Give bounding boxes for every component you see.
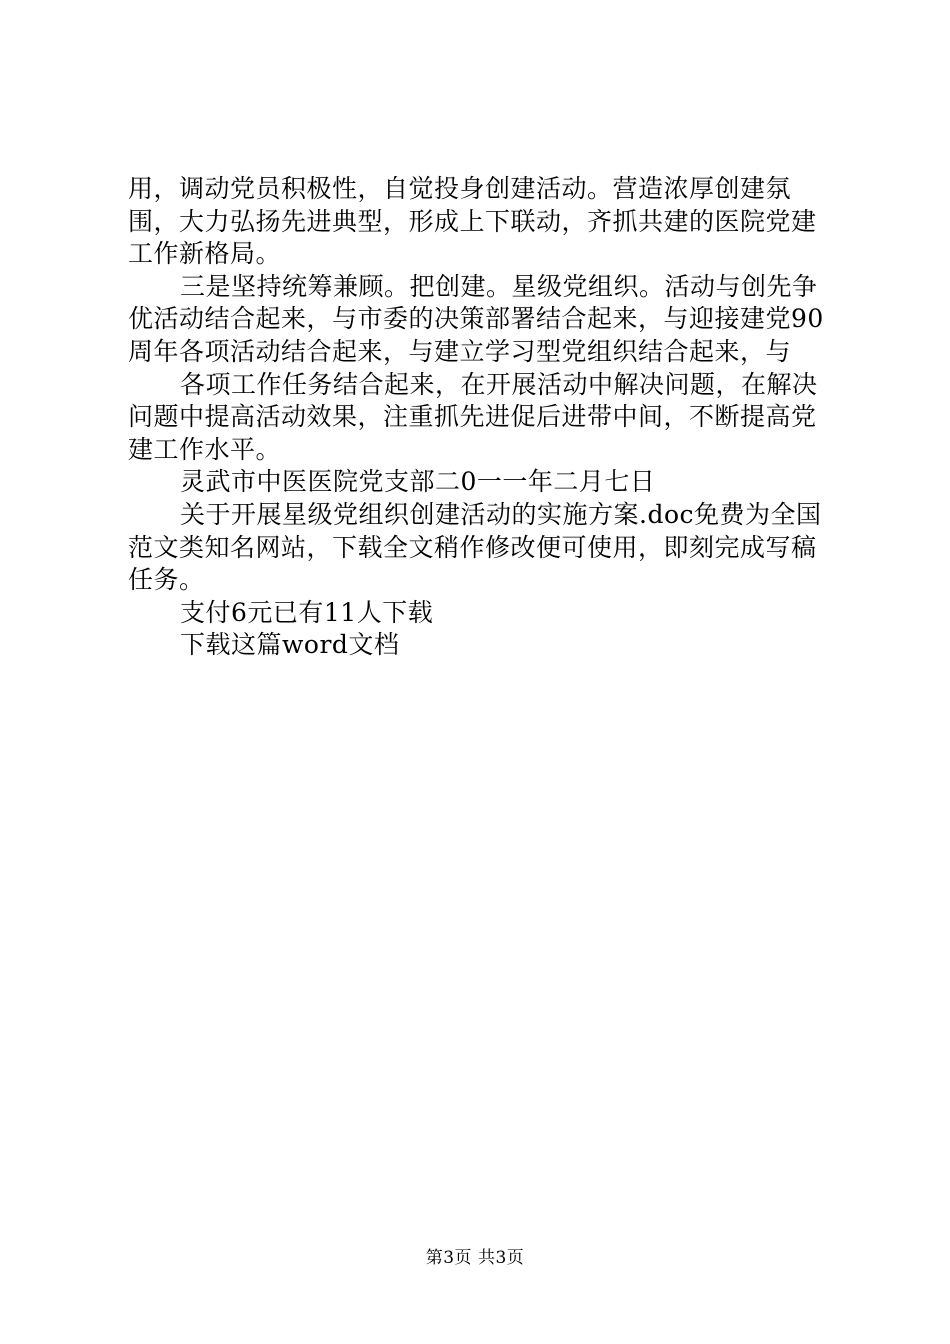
paragraph-continuation: 用，调动党员积极性，自觉投身创建活动。营造浓厚创建氛围，大力弘扬先进典型，形成上下联动，齐抓共建的医院党建工作新格局。 <box>128 174 817 269</box>
page-number-footer: 第3页 共3页 <box>425 1248 525 1268</box>
signature-date-line: 灵武市中医医院党支部二0一一年二月七日 <box>180 467 656 497</box>
paragraph-principle-three: 三是坚持统筹兼顾。把创建。星级党组织。活动与创先争优活动结合起来，与市委的决策部署结合起来，与迎接建党90周年各项活动结合起来，与建立学习型党组织结合起来，与 <box>128 271 824 366</box>
document-body <box>128 173 828 662</box>
download-count-text: 支付6元已有11人下载 <box>180 597 434 627</box>
download-word-link[interactable]: 下载这篇word文档 <box>180 630 400 660</box>
download-promo-text: 关于开展星级党组织创建活动的实施方案.doc免费为全国范文类知名网站，下载全文稍作修改便可使用，即刻完成写稿任务。 <box>128 499 822 595</box>
paragraph-work-tasks: 各项工作任务结合起来，在开展活动中解决问题，在解决问题中提高活动效果，注重抓先进促后进带中间，不断提高党建工作水平。 <box>128 369 818 464</box>
